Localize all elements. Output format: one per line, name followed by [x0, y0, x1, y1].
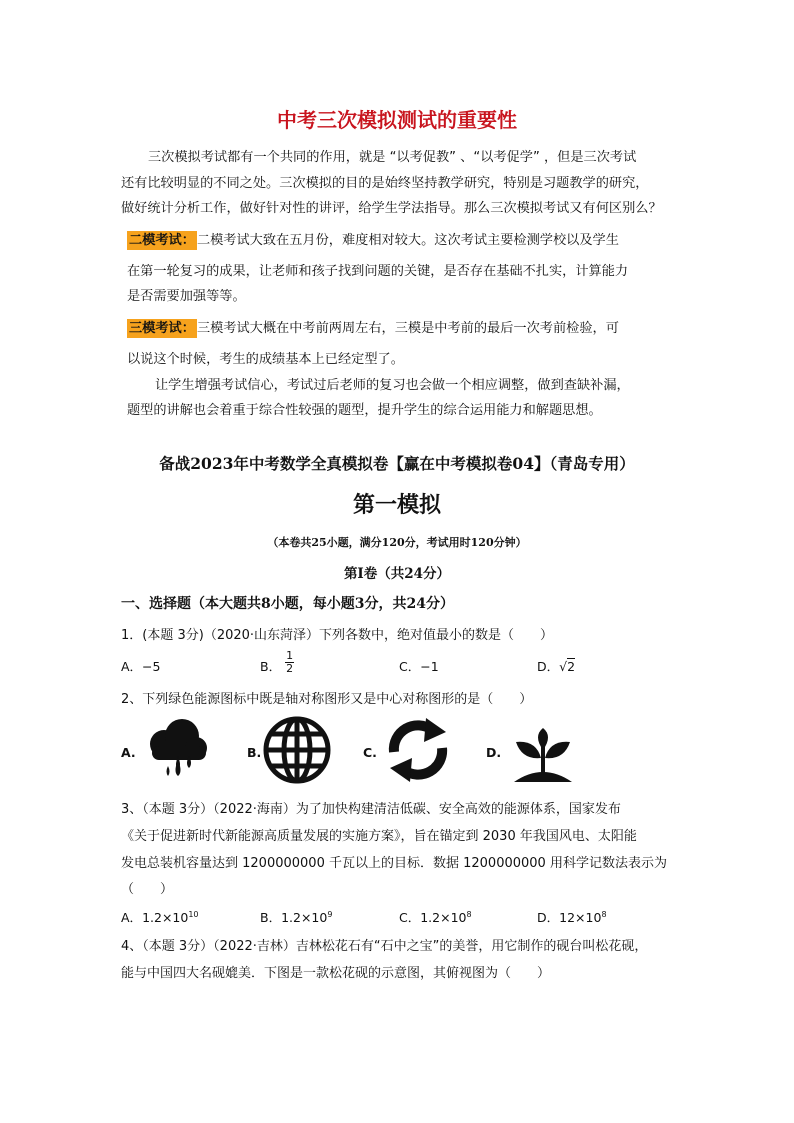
third-mock-line-2: 以说这个时候，考生的成绩基本上已经定型了。 — [127, 352, 404, 367]
second-mock-line-2: 在第一轮复习的成果，让老师和孩子找到问题的关键，是否存在基础不扎实，计算能力 — [127, 264, 629, 279]
exam-subheading: 第一模拟 — [352, 493, 441, 518]
sqrt-symbol: √ — [559, 659, 568, 674]
q4-line-2: 能与中国四大名砚媲美．下图是一款松花砚的示意图，其俯视图为（ ） — [121, 966, 551, 981]
closing-line-2: 题型的讲解也会着重于综合性较强的题型，提升学生的综合运用能力和解题思想。 — [127, 403, 602, 418]
q3-option-a — [121, 908, 199, 926]
intro-line-2: 还有比较明显的不同之处。三次模拟的目的是始终坚持教学研究，特别是习题教学的研究， — [121, 176, 649, 191]
intro-line-3: 做好统计分析工作，做好针对性的讲评，给学生学法指导。那么三次模拟考试又有何区别么？ — [121, 201, 662, 216]
q4-line-1: 4、（本题 3分）（2022·吉林）吉林松花石有“石中之宝”的美誉，用它制作的砚台叫松花砚， — [121, 939, 648, 954]
q3-line-2: 《关于促进新时代新能源高质量发展的实施方案》，旨在锚定到 2030 年我国风电、太阳能 — [121, 829, 637, 844]
exam-heading: 备战2023年中考数学全真模拟卷【赢在中考模拟卷04】（青岛专用） — [159, 454, 635, 473]
third-mock-text: 三模考试大概在中考前两周左右，三模是中考前的最后一次考前检验，可 — [196, 321, 619, 336]
option-label: B． — [260, 910, 282, 925]
fraction — [285, 650, 294, 675]
option-base: 1.2×10 — [420, 910, 467, 925]
second-mock-label: 二模考试： — [129, 233, 195, 248]
option-base: 1.2×10 — [281, 910, 328, 925]
q2-label-c: C. — [363, 745, 377, 760]
fraction-numerator: 1 — [286, 649, 294, 662]
option-label: D． — [537, 910, 560, 925]
q3-line-4: （ ） — [121, 882, 174, 897]
q3-line-3: 发电总装机容量达到 1200000000 千瓦以上的目标．数据 1200000000 用科学记数法表示为 — [121, 856, 667, 871]
globe-icon — [262, 715, 332, 785]
q3-option-d — [537, 908, 607, 926]
q1-stem: 1．(本题 3分)（2020·山东菏泽）下列各数中，绝对值最小的数是（ ） — [121, 628, 554, 643]
article-title: 中考三次模拟测试的重要性 — [277, 108, 517, 132]
q2-label-b: B. — [247, 745, 262, 760]
exam-note: （本卷共25小题，满分120分，考试用时120分钟） — [267, 536, 527, 549]
q3-option-c — [399, 908, 472, 926]
recycle-arrows-icon — [380, 714, 456, 786]
intro-line-1: 三次模拟考试都有一个共同的作用，就是 “以考促教” 、“以考促学” ，但是三次考试 — [148, 150, 637, 165]
q1-option-b-label: B． — [260, 659, 282, 674]
option-base: 1.2×10 — [142, 910, 189, 925]
option-exponent: 8 — [466, 909, 472, 919]
q1-option-d — [537, 657, 575, 675]
q2-stem: 2、下列绿色能源图标中既是轴对称图形又是中心对称图形的是（ ） — [121, 692, 533, 707]
q2-label-a: A. — [121, 745, 136, 760]
q3-line-1: 3、（本题 3分）（2022·海南）为了加快构建清洁低碳、安全高效的能源体系，国家发布 — [121, 802, 621, 817]
second-mock-line-1 — [127, 228, 619, 254]
option-base: 12×10 — [559, 910, 602, 925]
q1-option-d-label: D． — [537, 659, 560, 674]
option-exponent: 10 — [188, 909, 199, 919]
third-mock-label: 三模考试： — [129, 321, 195, 336]
fraction-denominator: 2 — [286, 662, 294, 675]
sqrt-radicand: 2 — [567, 659, 576, 674]
closing-line-1: 让学生增强考试信心，考试过后老师的复习也会做一个相应调整，做到查缺补漏， — [155, 378, 630, 393]
q2-label-d: D. — [486, 745, 502, 760]
third-mock-line-1 — [127, 316, 619, 342]
option-exponent: 8 — [601, 909, 607, 919]
section-title: 一、选择题（本大题共8小题，每小题3分，共24分） — [121, 596, 454, 612]
second-mock-text: 二模考试大致在五月份，难度相对较大。这次考试主要检测学校以及学生 — [196, 233, 619, 248]
q1-option-b — [260, 650, 294, 675]
volume-title: 第Ⅰ卷（共24分） — [343, 566, 451, 582]
option-label: C． — [399, 910, 421, 925]
option-label: A． — [121, 910, 143, 925]
q3-option-b — [260, 908, 332, 926]
cloud-rain-icon — [140, 714, 212, 782]
second-mock-line-3: 是否需要加强等等。 — [127, 289, 246, 304]
option-exponent: 9 — [327, 909, 333, 919]
q1-option-a: A．−5 — [121, 659, 161, 674]
q1-option-c: C．−1 — [399, 659, 439, 674]
sprout-icon — [508, 716, 578, 786]
